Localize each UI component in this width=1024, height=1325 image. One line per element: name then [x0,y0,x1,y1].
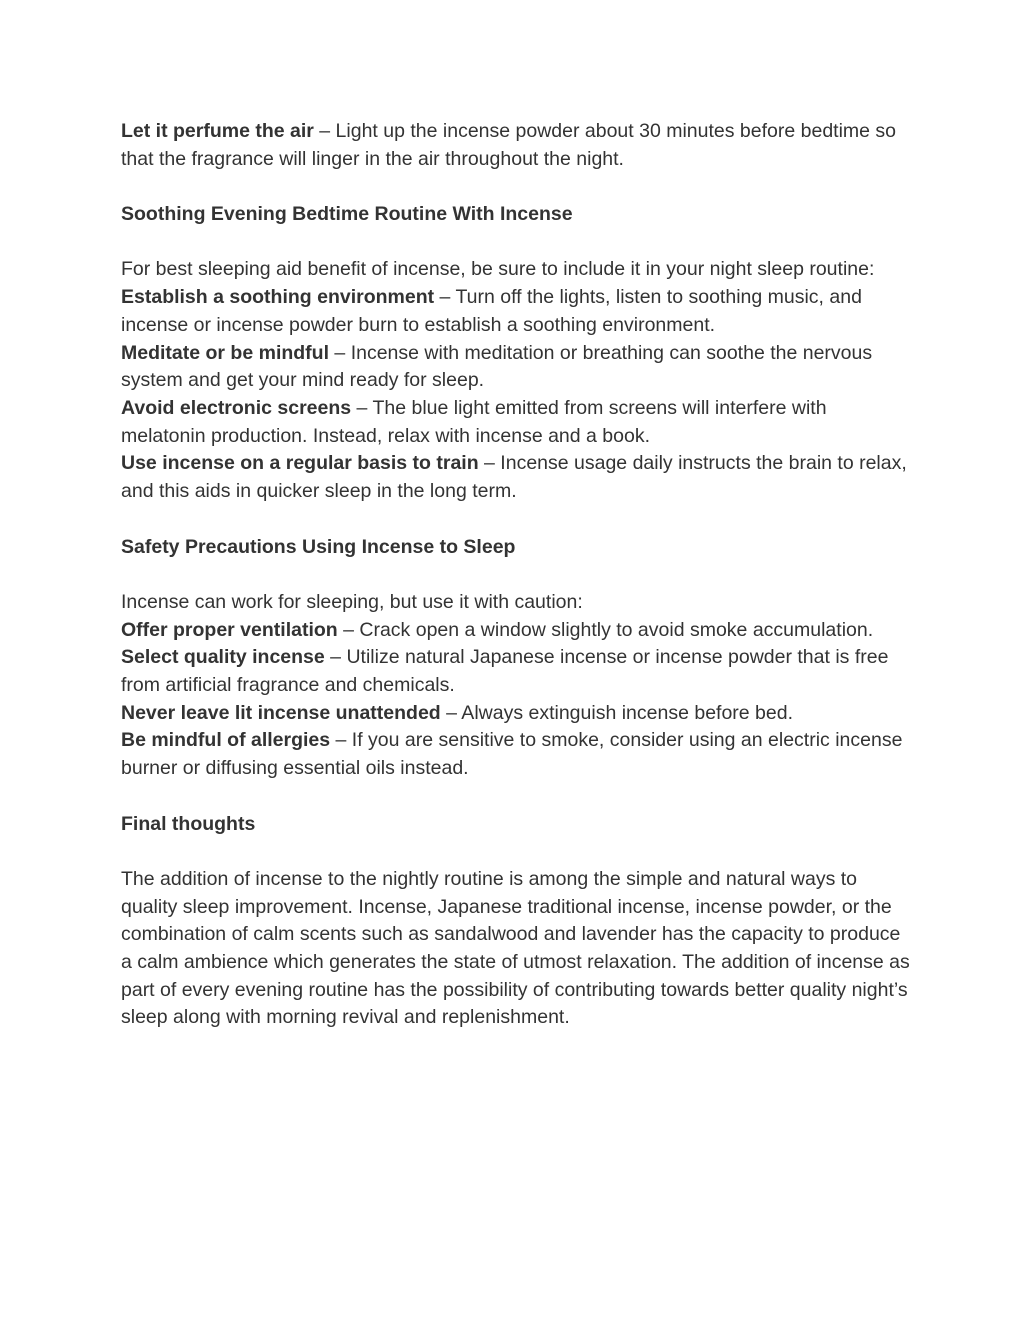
item-term: Establish a soothing environment [121,286,435,309]
document-page [121,118,911,1032]
item-term: Avoid electronic screens [121,397,352,419]
spacer [121,783,911,811]
item-term: Meditate or be mindful [121,341,330,364]
item-description: – Incense with meditation or breathing can soothe the nervous system and get your mind ready for sleep. [121,341,873,392]
item-description: – Always extinguish incense before bed. [440,701,794,724]
safety-intro: Incense can work for sleeping, but use it with caution: [121,590,583,613]
final-body: The addition of incense to the nightly routine is among the simple and natural ways to quality sleep improvement. Incense, Japanese traditional incense, incense powder, or the combination of calm scents such as sandalwood and lavender has the capacity to produce a calm ambience which generates the state of utmost relaxation. The addition of incense as part of every evening routine has the possibility of contributing towards better quality night’s sleep along with morning revival and replenishment. [121,867,910,1029]
routine-heading: Soothing Evening Bedtime Routine With Incense [121,203,573,226]
item-description: – Utilize natural Japanese incense or incense powder that is free from artificial fragrance and chemicals. [121,646,889,696]
routine-item [121,395,911,450]
safety-heading: Safety Precautions Using Incense to Sleep [121,535,516,558]
spacer [121,229,911,257]
safety-item [121,644,911,699]
item-description: – The blue light emitted from screens will interfere with melatonin production. Instead, relax with incense and a book. [121,397,827,447]
final-heading: Final thoughts [121,812,256,835]
item-term: Select quality incense [121,646,325,669]
spacer [121,506,911,534]
spacer [121,838,911,866]
item-term: Be mindful of allergies [121,729,331,752]
safety-item [121,700,911,728]
routine-item [121,450,911,505]
intro-item [121,118,911,173]
item-description: – Light up the incense powder about 30 minutes before bedtime so that the fragrance will linger in the air throughout the night. [121,120,897,170]
routine-intro: For best sleeping aid benefit of incense, be sure to include it in your night sleep routine: [121,258,875,281]
item-description: – Incense usage daily instructs the brain to relax, and this aids in quicker sleep in the long term. [121,452,907,503]
item-description: – Turn off the lights, listen to soothing music, and incense or incense powder burn to establish a soothing environment. [121,286,862,336]
routine-item [121,284,911,339]
item-description: – Crack open a window slightly to avoid smoke accumulation. [337,618,874,641]
safety-item [121,617,911,645]
routine-item [121,340,911,395]
item-term: Let it perfume the air [121,120,314,142]
spacer [121,173,911,201]
item-description: – If you are sensitive to smoke, consider using an electric incense burner or diffusing essential oils instead. [121,729,903,780]
item-term: Never leave lit incense unattended [121,701,441,724]
spacer [121,561,911,589]
safety-item [121,727,911,782]
item-term: Offer proper ventilation [121,618,338,641]
item-term: Use incense on a regular basis to train [121,452,479,475]
